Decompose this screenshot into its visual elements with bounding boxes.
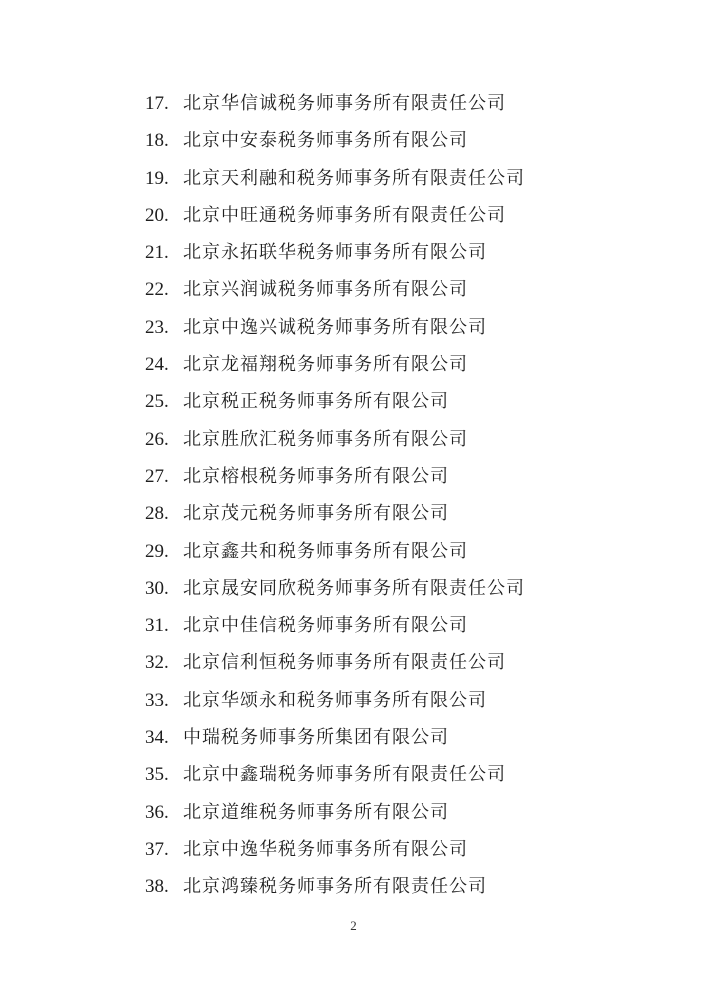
company-name: 北京华信诚税务师事务所有限责任公司 [183, 93, 506, 113]
company-name: 北京天利融和税务师事务所有限责任公司 [183, 167, 525, 188]
list-item [145, 719, 667, 756]
company-name: 北京道维税务师事务所有限公司 [183, 801, 449, 822]
list-item [145, 122, 667, 159]
item-number: 37. [145, 838, 169, 860]
list-item [145, 197, 667, 234]
list-item [145, 234, 667, 271]
item-number: 18. [145, 130, 169, 152]
list-item [145, 160, 667, 197]
list-item [145, 607, 667, 644]
item-number: 31. [145, 615, 169, 637]
list-item [145, 868, 667, 905]
company-name: 北京中鑫瑞税务师事务所有限责任公司 [183, 764, 506, 785]
list-item [145, 533, 667, 570]
item-number: 23. [145, 316, 169, 338]
list-item [145, 756, 667, 793]
list-item [145, 644, 667, 681]
list-item [145, 495, 667, 532]
company-name: 北京晟安同欣税务师事务所有限责任公司 [183, 577, 525, 598]
item-number: 33. [145, 689, 169, 711]
list-item [145, 421, 667, 458]
list-item [145, 85, 667, 122]
company-name: 北京永拓联华税务师事务所有限公司 [183, 242, 487, 263]
company-name: 北京中佳信税务师事务所有限公司 [183, 615, 468, 636]
item-number: 30. [145, 577, 169, 599]
item-number: 19. [145, 167, 169, 189]
list-item [145, 346, 667, 383]
company-name: 北京龙福翔税务师事务所有限公司 [183, 354, 468, 375]
company-name: 北京茂元税务师事务所有限公司 [183, 503, 449, 524]
company-name: 北京信利恒税务师事务所有限责任公司 [183, 652, 506, 673]
item-number: 25. [145, 391, 169, 413]
item-number: 26. [145, 428, 169, 450]
item-number: 38. [145, 876, 169, 898]
company-name: 北京税正税务师事务所有限公司 [183, 391, 449, 412]
numbered-list [145, 85, 667, 906]
item-number: 28. [145, 503, 169, 525]
item-number: 20. [145, 204, 169, 226]
item-number: 35. [145, 764, 169, 786]
list-item [145, 831, 667, 868]
list-item [145, 271, 667, 308]
company-name: 北京鑫共和税务师事务所有限公司 [183, 540, 468, 561]
company-name: 北京中旺通税务师事务所有限责任公司 [183, 204, 506, 225]
company-name: 北京中逸兴诚税务师事务所有限公司 [183, 316, 487, 337]
list-item [145, 794, 667, 831]
company-name: 中瑞税务师事务所集团有限公司 [183, 727, 449, 748]
list-item [145, 570, 667, 607]
company-name: 北京鸿臻税务师事务所有限责任公司 [183, 876, 487, 897]
item-number: 32. [145, 652, 169, 674]
item-number: 29. [145, 540, 169, 562]
company-name: 北京兴润诚税务师事务所有限公司 [183, 279, 468, 300]
item-number: 17. [145, 93, 169, 114]
item-number: 34. [145, 727, 169, 749]
company-name: 北京榕根税务师事务所有限公司 [183, 465, 449, 486]
company-name: 北京中安泰税务师事务所有限公司 [183, 130, 468, 151]
company-name: 北京胜欣汇税务师事务所有限公司 [183, 428, 468, 449]
list-item [145, 383, 667, 420]
list-item [145, 309, 667, 346]
list-item [145, 458, 667, 495]
item-number: 36. [145, 801, 169, 823]
list-item [145, 682, 667, 719]
company-name: 北京中逸华税务师事务所有限公司 [183, 838, 468, 859]
company-name: 北京华颂永和税务师事务所有限公司 [183, 689, 487, 710]
item-number: 24. [145, 354, 169, 376]
item-number: 27. [145, 465, 169, 487]
item-number: 22. [145, 279, 169, 301]
item-number: 21. [145, 242, 169, 264]
page-number: 2 [350, 918, 357, 933]
